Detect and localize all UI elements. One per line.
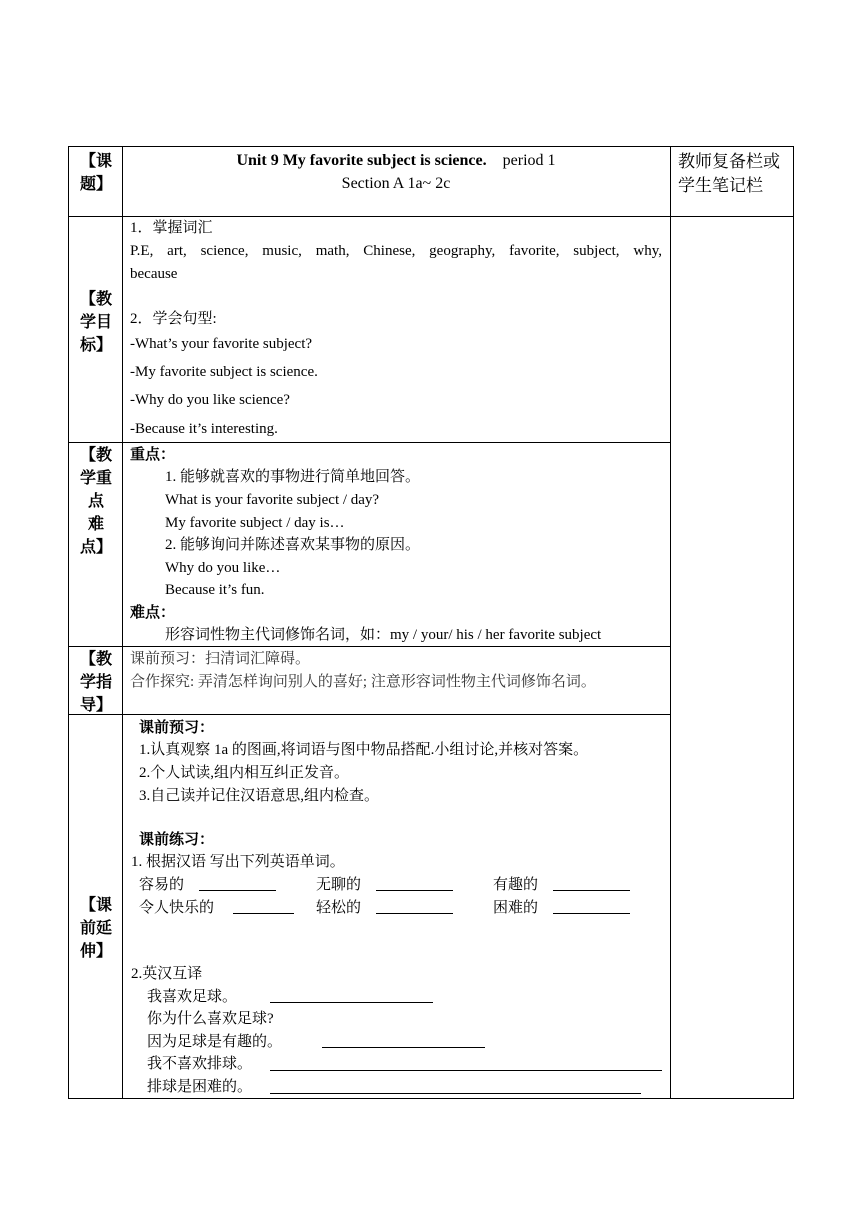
answer-blank[interactable] <box>233 899 294 914</box>
keypoint-example: Why do you like… <box>165 560 281 576</box>
answer-blank[interactable] <box>376 876 453 891</box>
label-column-divider <box>122 146 123 1099</box>
keypoints-label: 【教 学重 点 难 点】 <box>79 447 112 556</box>
period-label: period 1 <box>502 152 556 169</box>
keypoint-item: 2. 能够询问并陈述喜欢某事物的原因。 <box>165 537 421 553</box>
preview-item: 2.个人试读,组内相互纠正发音。 <box>139 765 350 781</box>
word-exercise-item: 困难的 <box>493 900 539 916</box>
guidance-label: 【教 学指 导】 <box>79 651 112 714</box>
goal-vocabulary-words-cont: because <box>130 266 178 282</box>
translation-item: 我喜欢足球。 <box>147 989 238 1005</box>
goal-sentence: -Because it’s interesting. <box>130 421 278 437</box>
preview-item: 1.认真观察 1a 的图画,将词语与图中物品搭配.小组讨论,并核对答案。 <box>139 742 589 758</box>
goal-vocabulary-title: 1．掌握词汇 <box>130 220 213 236</box>
translation-item: 我不喜欢排球。 <box>147 1056 253 1072</box>
word-exercise-item: 令人快乐的 <box>139 900 215 916</box>
answer-blank[interactable] <box>553 899 630 914</box>
table-left-border <box>68 146 69 1099</box>
row-divider-2 <box>68 442 671 443</box>
notes-column-title: 教师复备栏或 学生笔记栏 <box>678 152 780 195</box>
difficulty-text: 形容词性物主代词修饰名词，如：my / your/ his / her favorite subject <box>165 627 602 643</box>
page-title <box>124 150 668 172</box>
answer-blank[interactable] <box>553 876 630 891</box>
goal-vocabulary-words: P.E, art, science, music, math, Chinese, geography, favorite, subject, why, <box>130 243 662 259</box>
word-exercise-item: 无聊的 <box>316 877 362 893</box>
extension-label: 【课 前延 伸】 <box>79 897 112 960</box>
preview-title: 课前预习： <box>139 720 215 736</box>
answer-blank[interactable] <box>199 876 276 891</box>
goals-label: 【教 学目 标】 <box>79 291 112 354</box>
table-top-border <box>68 146 794 147</box>
word-exercise-item: 轻松的 <box>316 900 362 916</box>
translation-item: 排球是困难的。 <box>147 1079 253 1095</box>
answer-blank[interactable] <box>270 1079 641 1094</box>
notes-column-divider <box>670 146 671 1099</box>
unit-title: Unit 9 My favorite subject is science. <box>236 152 487 169</box>
goal-sentence: -My favorite subject is science. <box>130 364 318 380</box>
answer-blank[interactable] <box>270 988 433 1003</box>
guidance-preview: 课前预习：扫清词汇障碍。 <box>130 651 311 667</box>
keypoints-title: 重点： <box>130 447 176 463</box>
word-exercise-item: 有趣的 <box>493 877 539 893</box>
preview-item: 3.自己读并记住汉语意思,组内检查。 <box>139 788 380 804</box>
row-divider-4 <box>68 714 671 715</box>
translation-item: 因为足球是有趣的。 <box>147 1034 283 1050</box>
answer-blank[interactable] <box>270 1056 662 1071</box>
difficulty-title: 难点： <box>130 605 176 621</box>
section-label: Section A 1a~ 2c <box>341 175 451 192</box>
practice-title: 课前练习： <box>139 832 215 848</box>
row-divider-3 <box>68 646 671 647</box>
keypoint-example: What is your favorite subject / day? <box>165 492 380 508</box>
guidance-cooperation: 合作探究: 弄清怎样询问别人的喜好; 注意形容词性物主代词修饰名词。 <box>130 674 596 690</box>
table-bottom-border <box>68 1098 794 1099</box>
answer-blank[interactable] <box>376 899 453 914</box>
keypoint-example: My favorite subject / day is… <box>165 515 345 531</box>
exercise-2-title: 2.英汉互译 <box>131 966 203 982</box>
answer-blank[interactable] <box>322 1033 485 1048</box>
table-right-border <box>793 146 794 1099</box>
keypoint-example: Because it’s fun. <box>165 582 265 598</box>
topic-label: 【课 题】 <box>79 153 112 193</box>
goal-sentence: -Why do you like science? <box>130 392 290 408</box>
exercise-1-title: 1. 根据汉语 写出下列英语单词。 <box>131 854 345 870</box>
keypoint-item: 1. 能够就喜欢的事物进行简单地回答。 <box>165 469 421 485</box>
goal-sentences-title: 2．学会句型: <box>130 311 217 327</box>
translation-item: 你为什么喜欢足球? <box>147 1011 274 1027</box>
word-exercise-item: 容易的 <box>139 877 185 893</box>
goal-sentence: -What’s your favorite subject? <box>130 336 313 352</box>
